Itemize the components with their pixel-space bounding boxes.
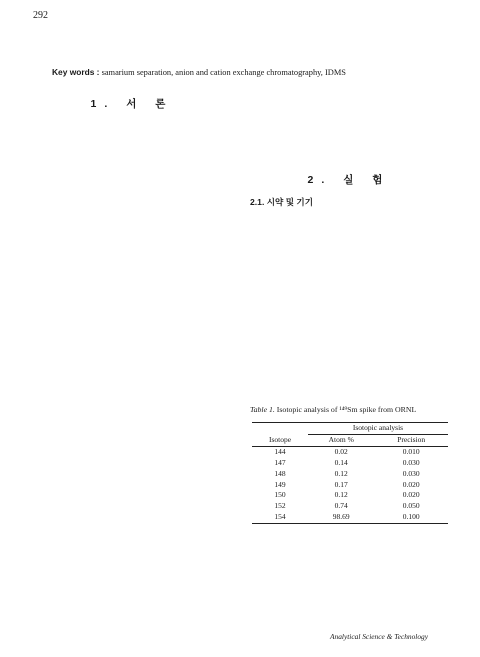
table1-spanning-header: Isotopic analysis [308, 423, 448, 435]
table-cell: 0.12 [334, 490, 348, 500]
journal-footer: Analytical Science & Technology [330, 632, 429, 641]
table-cell: 0.030 [402, 468, 420, 478]
table-cell: 0.02 [334, 446, 348, 456]
table-cell: 0.12 [334, 468, 348, 478]
table1-label: Table 1. [250, 405, 275, 414]
table-cell: 154 [274, 512, 286, 522]
table-cell: 0.030 [402, 457, 420, 467]
table-cell: 0.020 [402, 479, 420, 489]
table-cell: 144 [274, 446, 286, 456]
table-row [252, 458, 448, 469]
reagents-paragraph [250, 212, 448, 400]
section-title-experimental: 2. 실 험 [307, 174, 391, 186]
table1-header-row [252, 434, 448, 446]
table-cell: 0.020 [402, 490, 420, 500]
right-column-top [250, 96, 448, 158]
table-cell: 98.69 [332, 512, 350, 522]
table-cell: 0.010 [402, 446, 420, 456]
keywords-line [52, 67, 452, 77]
table-cell: 149 [274, 479, 286, 489]
table-cell: 150 [274, 490, 286, 500]
table1-caption [250, 404, 450, 415]
section-title-introduction: 1. 서 론 [90, 98, 174, 110]
table-cell: 147 [274, 457, 286, 467]
table-row [252, 469, 448, 480]
table-cell: 0.100 [402, 512, 420, 522]
table-row [252, 490, 448, 501]
table1-column-header: Atom % [328, 434, 354, 444]
table-cell: 0.14 [334, 457, 348, 467]
table1-column-header: Isotope [268, 434, 292, 444]
table-isotopic-analysis [252, 422, 448, 524]
keywords-text: samarium separation, anion and cation exchange chromatography, IDMS [101, 68, 346, 77]
left-column [33, 118, 231, 638]
table-cell: 152 [274, 501, 286, 511]
table-cell: 148 [274, 468, 286, 478]
table-cell: 0.050 [402, 501, 420, 511]
keywords-label: Key words : [52, 67, 100, 77]
instruments-paragraph [250, 510, 448, 624]
subsection-title-reagents: 2.1. 시약 및 기기 [250, 197, 314, 207]
table-row [252, 480, 448, 491]
table1-column-header: Precision [397, 434, 426, 444]
table-cell: 0.17 [334, 479, 348, 489]
table1-caption-text: Isotopic analysis of ¹⁴⁹Sm spike from ORNL [276, 405, 417, 414]
page-number: 292 [33, 10, 48, 21]
table-row [252, 446, 448, 457]
table-cell: 0.74 [334, 501, 348, 511]
